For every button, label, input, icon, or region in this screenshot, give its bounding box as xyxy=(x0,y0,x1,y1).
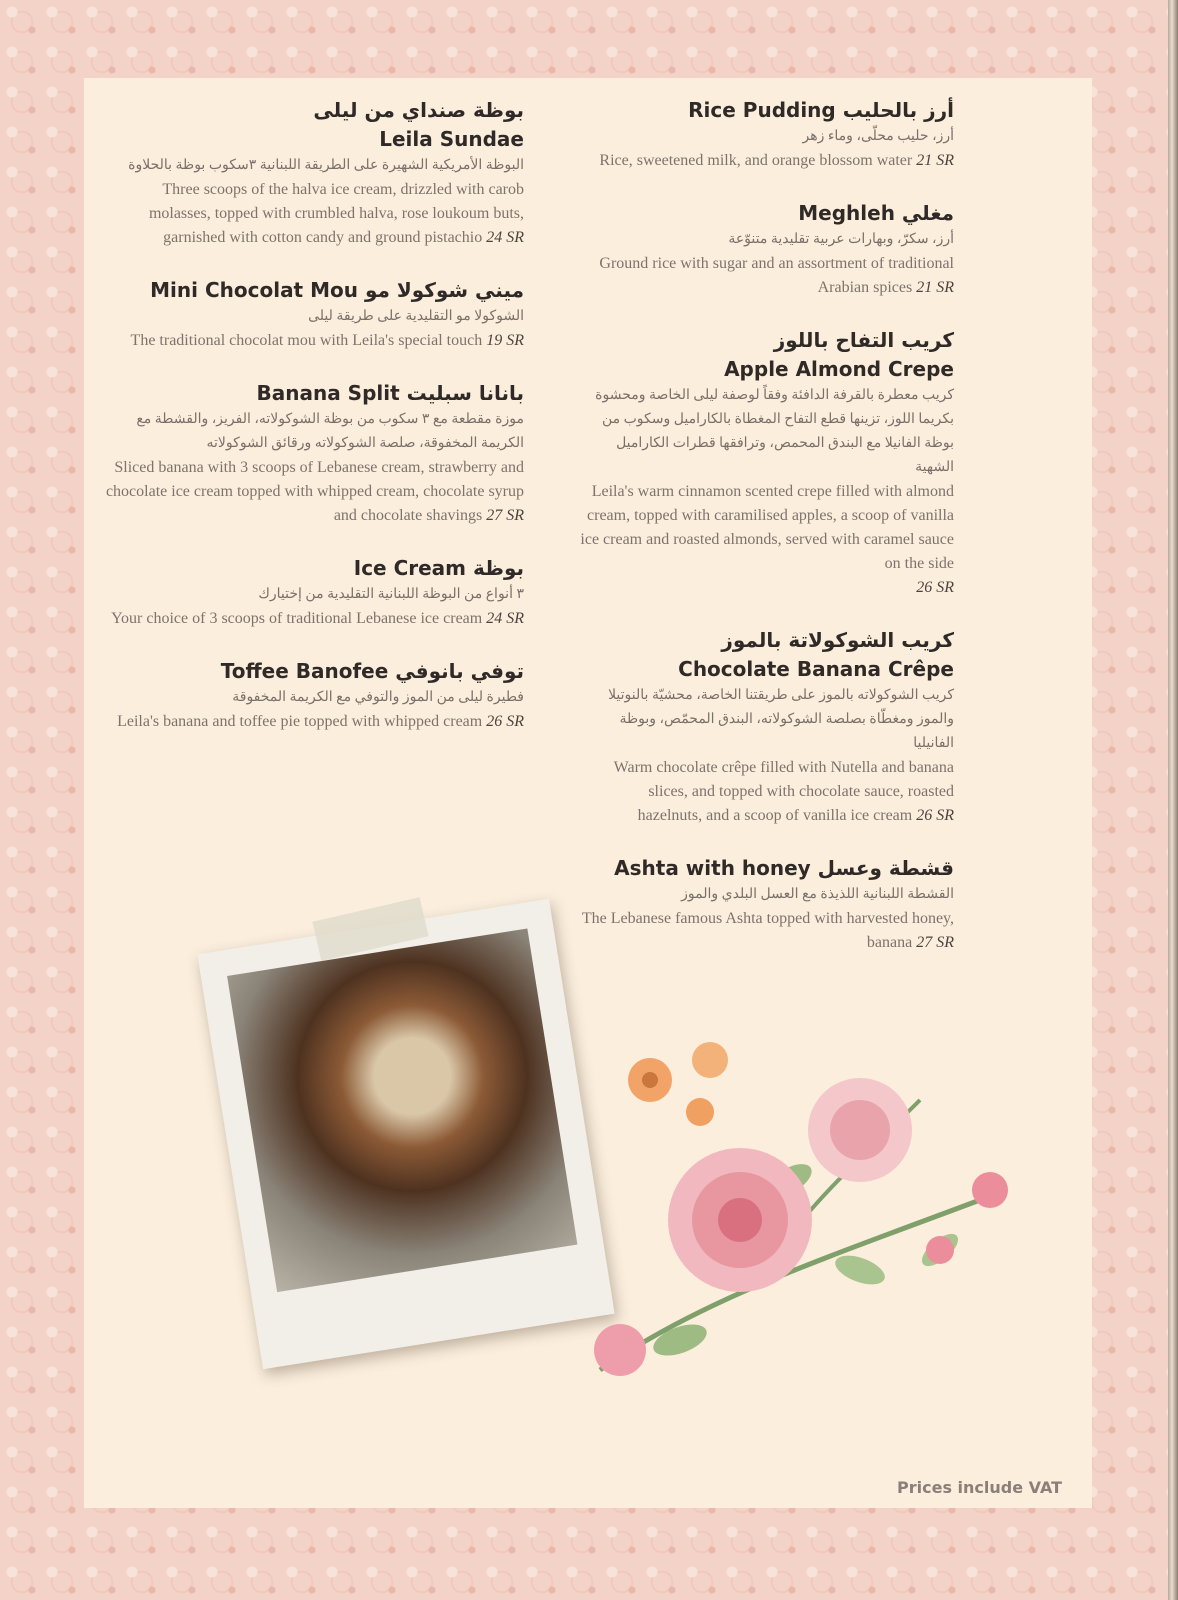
item-desc-ar: أرز، حليب محلّى، وماء زهر xyxy=(802,129,954,144)
dessert-jar-image xyxy=(227,928,577,1292)
item-price: 27 SR xyxy=(916,934,954,951)
item-desc-ar: كريب الشوكولاته بالموز على طريقتنا الخاصة، محشيّة بالنوتيلا والموز ومغطّاة بصلصة الشوكولاته، البندق المحمّص، وبوظة الفانيليا xyxy=(608,688,954,751)
item-desc-ar: القشطة اللبنانية اللذيذة مع العسل البلدي والموز xyxy=(681,887,954,902)
menu-item-banana-split xyxy=(100,379,524,528)
floral-illustration xyxy=(560,1040,1030,1440)
item-price: 27 SR xyxy=(486,507,524,524)
item-title-ar: بوظة صنداي من ليلى xyxy=(313,98,524,122)
item-title-en: Leila Sundae xyxy=(379,127,524,151)
item-price: 21 SR xyxy=(916,279,954,296)
item-price: 26 SR xyxy=(916,579,954,596)
vat-note: Prices include VAT xyxy=(897,1478,1062,1497)
item-desc-ar: أرز، سكرّ، وبهارات عربية تقليدية متنوّعة xyxy=(728,232,954,247)
item-desc-en: Rice, sweetened milk, and orange blossom water 21 SR xyxy=(599,152,954,169)
item-title: Toffee Banofee توفي بانوفي xyxy=(220,659,524,683)
item-desc-en: Leila's warm cinnamon scented crepe filled with almond cream, topped with caramilised apples, a scoop of vanilla ice cream and roasted almonds, served with caramel sauce on the side xyxy=(580,483,954,572)
item-desc-en: Ground rice with sugar and an assortment of traditional Arabian spices 21 SR xyxy=(599,255,954,296)
menu-column-left xyxy=(100,96,524,760)
item-price: 24 SR xyxy=(486,610,524,627)
item-price: 19 SR xyxy=(486,332,524,349)
item-title: Mini Chocolat Mou ميني شوكولا مو xyxy=(150,278,524,302)
menu-item-meghleh xyxy=(580,199,954,300)
item-title-en: Chocolate Banana Crêpe xyxy=(678,657,954,681)
item-desc-en: The traditional chocolat mou with Leila's special touch 19 SR xyxy=(130,332,524,349)
item-price: 24 SR xyxy=(486,229,524,246)
item-desc-ar: فطيرة ليلى من الموز والتوفي مع الكريمة المخفوقة xyxy=(232,690,524,705)
item-desc-en: Warm chocolate crêpe filled with Nutella and banana slices, and topped with chocolate sauce, roasted hazelnuts, and a scoop of vanilla ice cream 26 SR xyxy=(613,759,954,824)
item-desc-en: Leila's banana and toffee pie topped with whipped cream 26 SR xyxy=(117,713,524,730)
menu-item-apple-almond-crepe xyxy=(580,326,954,600)
menu-item-chocolate-banana-crepe xyxy=(580,626,954,828)
item-price: 26 SR xyxy=(486,713,524,730)
item-title-ar: كريب الشوكولاتة بالموز xyxy=(721,628,954,652)
menu-item-mini-chocolat-mou xyxy=(100,276,524,353)
item-desc-en: The Lebanese famous Ashta topped with harvested honey, banana 27 SR xyxy=(581,910,954,951)
menu-item-ashta-with-honey xyxy=(580,854,954,955)
item-title: Banana Split بانانا سبليت xyxy=(256,381,524,405)
item-title: Meghleh مغلي xyxy=(798,201,954,225)
menu-item-toffee-banofee xyxy=(100,657,524,734)
item-price: 21 SR xyxy=(916,152,954,169)
item-title: Ashta with honey قشطة وعسل xyxy=(614,856,954,880)
dessert-photo xyxy=(197,899,614,1370)
item-desc-ar: الشوكولا مو التقليدية على طريقة ليلى xyxy=(308,309,524,324)
item-desc-ar: البوظة الأمريكية الشهيرة على الطريقة اللبنانية ٣سكوب بوظة بالحلاوة xyxy=(128,158,524,173)
menu-page-edge xyxy=(1168,0,1178,1600)
item-title: Rice Pudding أرز بالحليب xyxy=(688,98,954,122)
item-title-ar: كريب التفاح باللوز xyxy=(773,328,954,352)
item-desc-ar: موزة مقطعة مع ٣ سكوب من بوظة الشوكولاته، الفريز، والقشطة مع الكريمة المخفوقة، صلصة الشوكولاته ورقائق الشوكولاته xyxy=(136,412,524,451)
menu-item-ice-cream xyxy=(100,554,524,631)
item-price: 26 SR xyxy=(916,807,954,824)
item-title-en: Apple Almond Crepe xyxy=(724,357,954,381)
item-desc-ar: ٣ أنواع من البوظة اللبنانية التقليدية من إختيارك xyxy=(258,587,524,602)
item-desc-en: Your choice of 3 scoops of traditional Lebanese ice cream 24 SR xyxy=(111,610,524,627)
menu-column-right xyxy=(580,96,954,981)
item-desc-en: Three scoops of the halva ice cream, drizzled with carob molasses, topped with crumbled halva, rose loukoum buts, garnished with cotton candy and ground pistachio 24 SR xyxy=(148,181,524,246)
menu-item-rice-pudding xyxy=(580,96,954,173)
menu-item-leila-sundae xyxy=(100,96,524,250)
item-title: Ice Cream بوظة xyxy=(353,556,524,580)
item-desc-ar: كريب معطرة بالقرفة الدافئة وفقاً لوصفة ليلى الخاصة ومحشوة بكريما اللوز، تزينها قطع التفاح المغطاة بالكاراميل وسكوب من بوظة الفانيلا مع البندق المحمص، وترافقها قطرات الكاراميل الشهية xyxy=(595,388,954,475)
item-desc-en: Sliced banana with 3 scoops of Lebanese cream, strawberry and chocolate ice cream topped with whipped cream, chocolate syrup and chocolate shavings 27 SR xyxy=(105,459,524,524)
